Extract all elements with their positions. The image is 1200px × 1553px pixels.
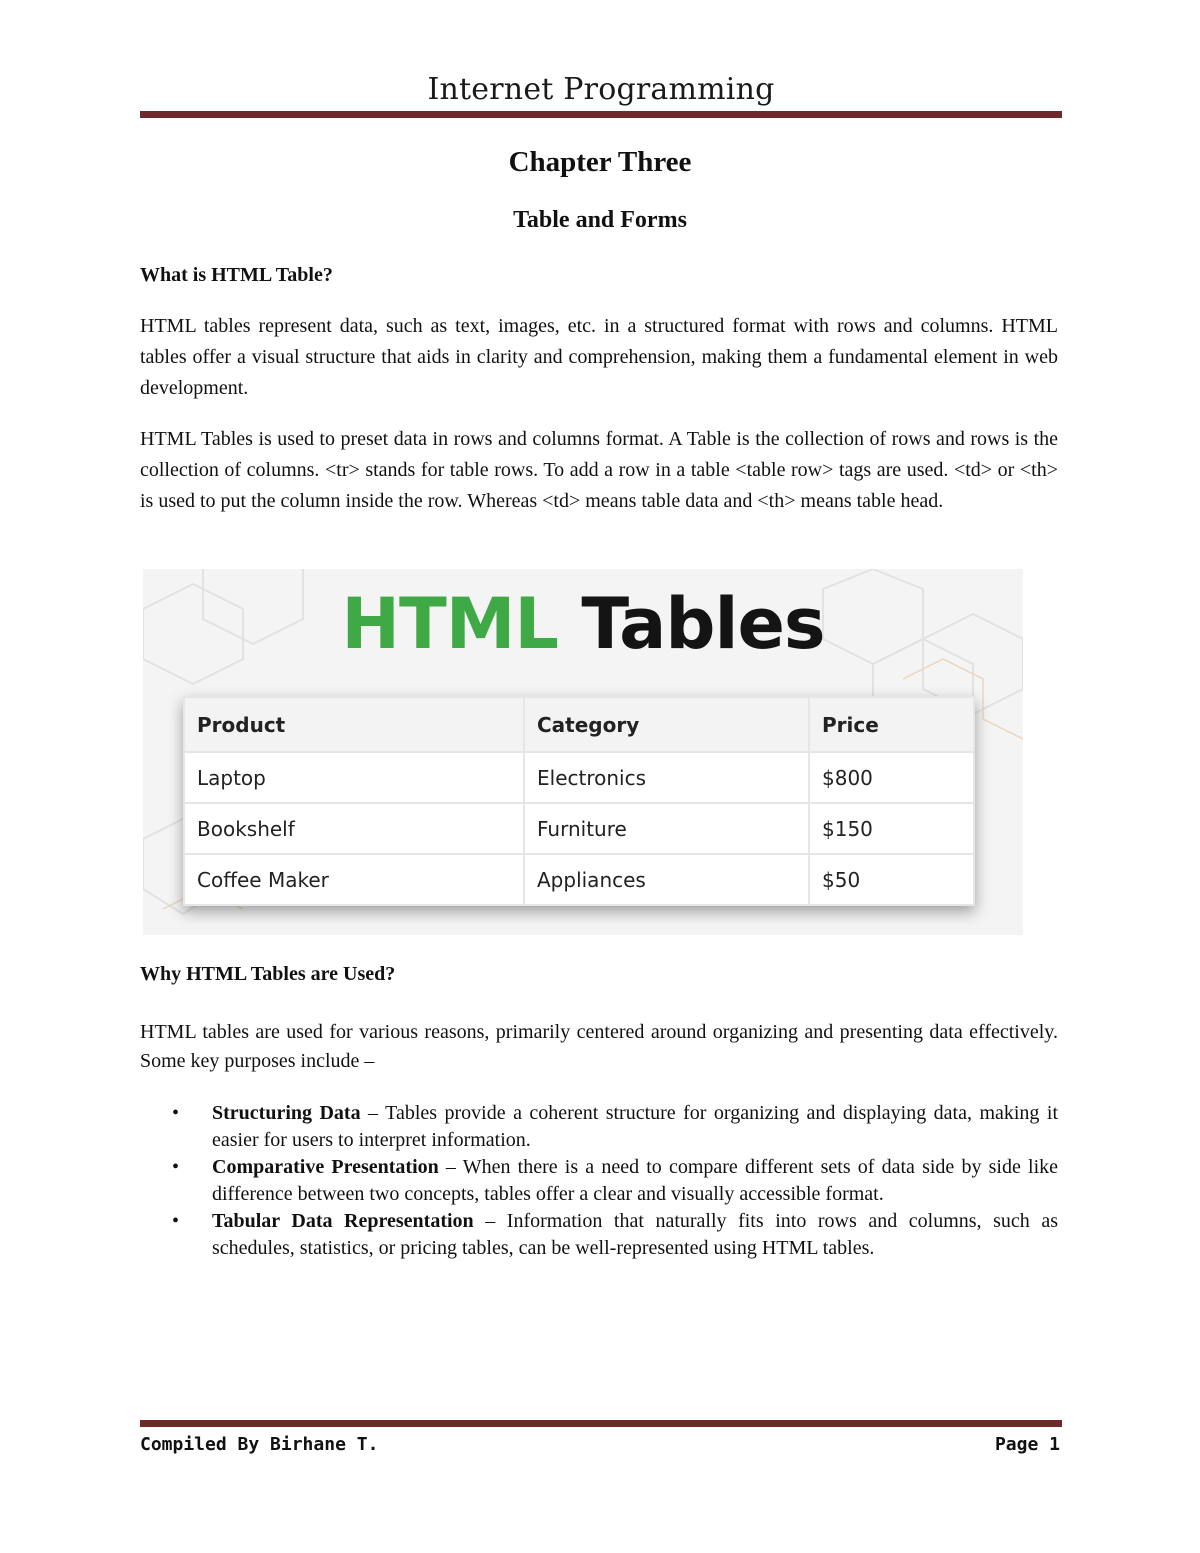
bullet-icon: • bbox=[172, 1210, 180, 1232]
table-row bbox=[184, 803, 974, 854]
bullet-icon: • bbox=[172, 1156, 180, 1178]
table-header-cell: Product bbox=[184, 697, 524, 752]
table-header-cell: Price bbox=[809, 697, 974, 752]
table-row bbox=[184, 854, 974, 905]
table-cell: Appliances bbox=[524, 854, 809, 905]
list-item-text: – Information that naturally fits into rows and columns, such as schedules, statistics, or pricing tables, can be well-represented using HTML tables. bbox=[212, 1210, 1058, 1259]
section-heading-what-is-table: What is HTML Table? bbox=[140, 264, 333, 286]
list-item-term: Tabular Data Representation bbox=[212, 1210, 474, 1232]
table-cell: $800 bbox=[809, 752, 974, 803]
illustration-title-tables: Tables bbox=[581, 583, 825, 665]
table-cell: $50 bbox=[809, 854, 974, 905]
footer-rule bbox=[140, 1420, 1062, 1427]
footer-author: Compiled By Birhane T. bbox=[140, 1434, 379, 1455]
table-cell: $150 bbox=[809, 803, 974, 854]
section-heading-why-tables: Why HTML Tables are Used? bbox=[140, 963, 396, 985]
purpose-list bbox=[140, 1100, 1058, 1262]
list-item-text: – When there is a need to compare different sets of data side by side like difference between two concepts, tables offer a clear and visually accessible format. bbox=[212, 1156, 1059, 1205]
sample-product-table bbox=[183, 696, 975, 906]
page-header-title: Internet Programming bbox=[427, 72, 775, 107]
chapter-title: Chapter Three bbox=[508, 146, 692, 178]
list-item bbox=[140, 1208, 1058, 1262]
table-cell: Electronics bbox=[524, 752, 809, 803]
table-cell: Furniture bbox=[524, 803, 809, 854]
bullet-icon: • bbox=[172, 1102, 180, 1124]
table-cell: Bookshelf bbox=[184, 803, 524, 854]
table-row bbox=[184, 752, 974, 803]
list-item bbox=[140, 1100, 1058, 1154]
chapter-subtitle: Table and Forms bbox=[513, 207, 687, 233]
paragraph-why-intro: HTML tables are used for various reasons, primarily centered around organizing and presenting data effectively. Some key purposes include – bbox=[140, 1021, 1058, 1072]
table-header-cell: Category bbox=[524, 697, 809, 752]
list-item-term: Structuring Data bbox=[212, 1102, 361, 1124]
illustration-title-html: HTML bbox=[341, 583, 558, 665]
html-tables-illustration bbox=[143, 569, 1023, 935]
footer-page-number: Page 1 bbox=[994, 1434, 1060, 1455]
paragraph-table-definition: HTML tables represent data, such as text, images, etc. in a structured format with rows and columns. HTML tables offer a visual structure that aids in clarity and comprehension, making them a fundamental element in web development. bbox=[140, 315, 1058, 399]
list-item-term: Comparative Presentation bbox=[212, 1156, 439, 1178]
list-item bbox=[140, 1154, 1058, 1208]
illustration-title bbox=[143, 583, 1023, 665]
header-rule bbox=[140, 111, 1062, 118]
list-item-text: – Tables provide a coherent structure for organizing and displaying data, making it easier for users to interpret information. bbox=[212, 1102, 1059, 1151]
table-cell: Laptop bbox=[184, 752, 524, 803]
table-cell: Coffee Maker bbox=[184, 854, 524, 905]
table-header-row bbox=[184, 697, 974, 752]
paragraph-table-tags: HTML Tables is used to preset data in rows and columns format. A Table is the collection of rows and rows is the collection of columns. <tr> stands for table rows. To add a row in a table <table row> tags are used. <td> or <th> is used to put the column inside the row. Whereas <td> means table data and <th> means table head. bbox=[140, 428, 1058, 512]
